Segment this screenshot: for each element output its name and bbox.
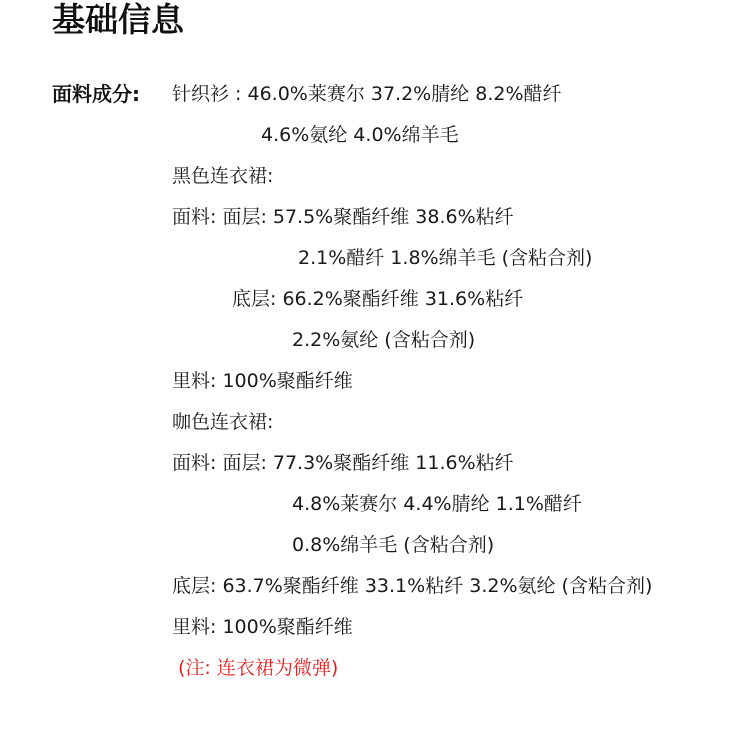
fabric-composition-label: 面料成分: <box>52 82 140 106</box>
brown-dress-lining: 里料: 100%聚酯纤维 <box>172 616 353 638</box>
black-dress-heading: 黑色连衣裙: <box>172 165 274 187</box>
black-dress-outer-line-2: 2.1%醋纤 1.8%绵羊毛 (含粘合剂) <box>298 247 593 269</box>
black-dress-outer-line-1: 面料: 面层: 57.5%聚酯纤维 38.6%粘纤 <box>172 206 514 228</box>
brown-dress-outer-line-2: 4.8%莱赛尔 4.4%腈纶 1.1%醋纤 <box>292 493 582 515</box>
brown-dress-heading: 咖色连衣裙: <box>172 411 274 433</box>
section-title: 基础信息 <box>52 0 184 39</box>
black-dress-lining: 里料: 100%聚酯纤维 <box>172 370 353 392</box>
stretch-note: (注: 连衣裙为微弹) <box>178 657 339 679</box>
knitwear-composition-line-1: 针织衫 : 46.0%莱赛尔 37.2%腈纶 8.2%醋纤 <box>172 83 562 105</box>
knitwear-composition-line-2: 4.6%氨纶 4.0%绵羊毛 <box>261 124 459 146</box>
brown-dress-bottom: 底层: 63.7%聚酯纤维 33.1%粘纤 3.2%氨纶 (含粘合剂) <box>172 575 653 597</box>
black-dress-bottom-line-2: 2.2%氨纶 (含粘合剂) <box>292 329 476 351</box>
brown-dress-outer-line-1: 面料: 面层: 77.3%聚酯纤维 11.6%粘纤 <box>172 452 514 474</box>
brown-dress-outer-line-3: 0.8%绵羊毛 (含粘合剂) <box>292 534 495 556</box>
black-dress-bottom-line-1: 底层: 66.2%聚酯纤维 31.6%粘纤 <box>232 288 524 310</box>
